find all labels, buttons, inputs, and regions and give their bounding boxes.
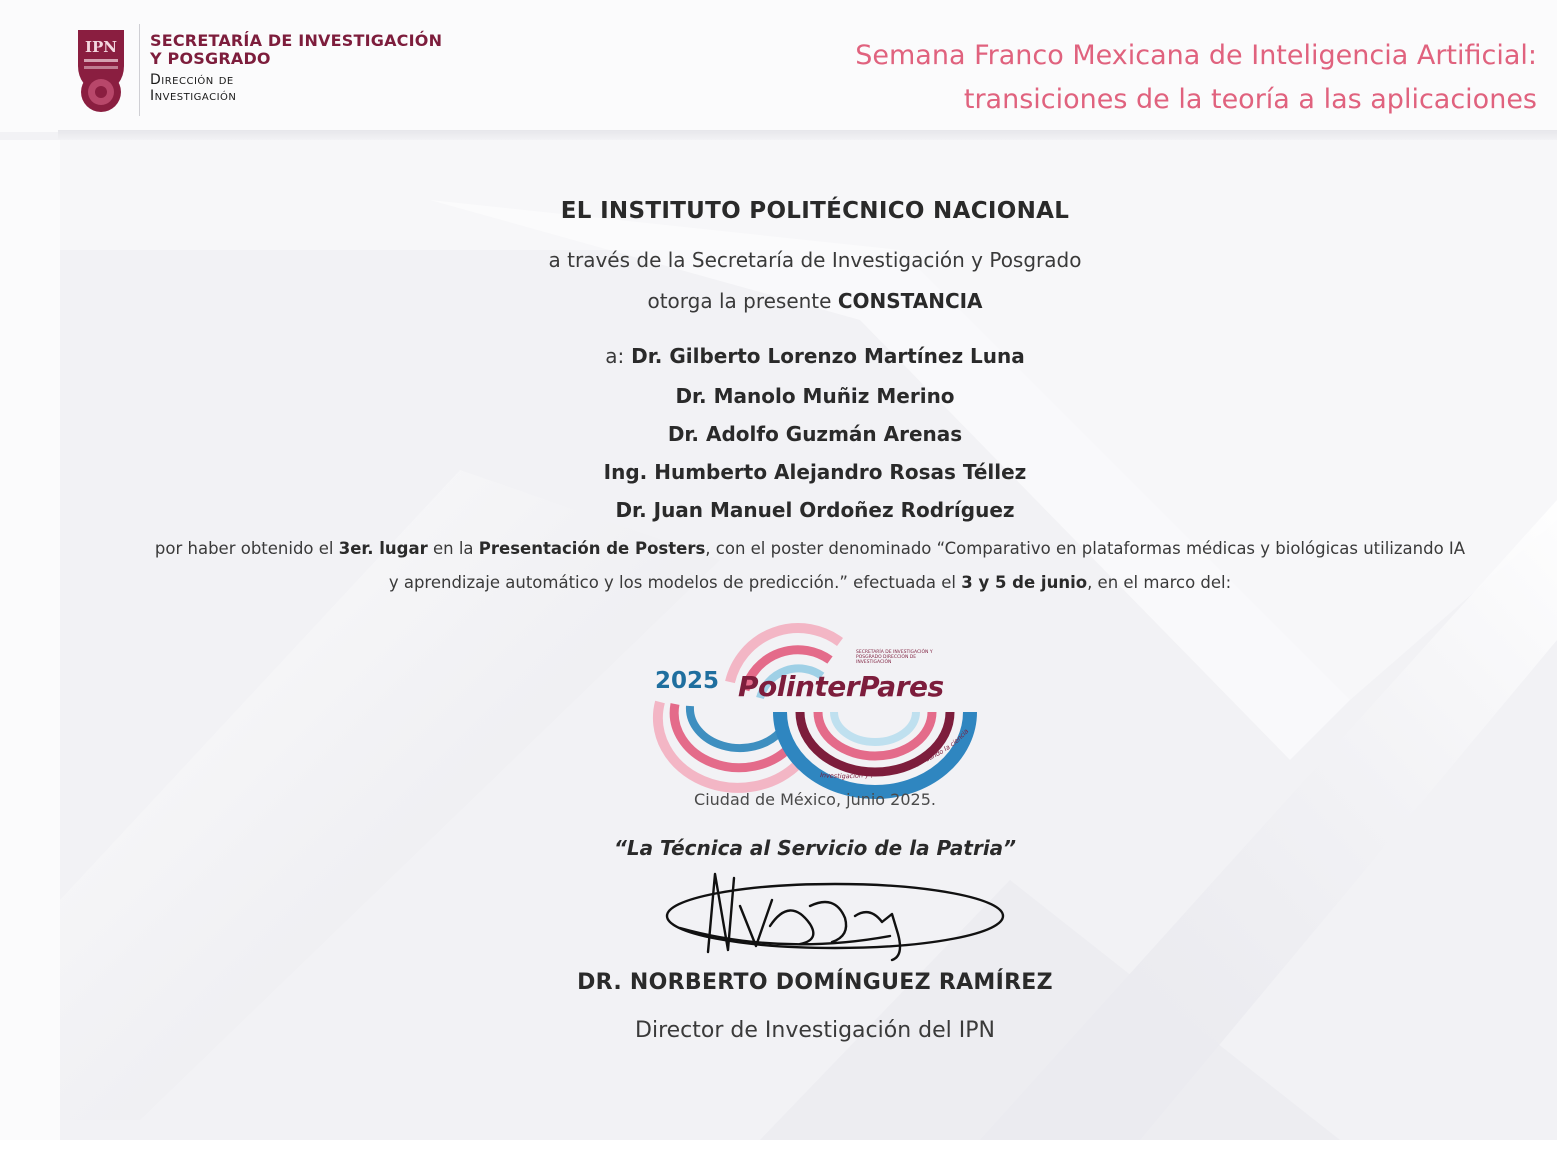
recipient-2: Dr. Manolo Muñiz Merino: [675, 384, 955, 408]
recipient-1: [0, 344, 1557, 368]
logo-divider: [139, 24, 140, 116]
ipn-shield-icon: [70, 26, 132, 114]
org-subunit-line2: Investigación: [150, 87, 237, 104]
award-description: [150, 532, 1470, 600]
polinterpares-logo: [650, 612, 990, 802]
concentric-arcs-icon: [650, 612, 990, 802]
event-title: [855, 34, 1537, 121]
org-name-line1: SECRETARÍA DE INVESTIGACIÓN: [150, 31, 443, 50]
recipient-4: Ing. Humberto Alejandro Rosas Téllez: [603, 460, 1027, 484]
ipn-logo: [70, 26, 132, 114]
logo-small-text: SECRETARÍA DE INVESTIGACIÓN Y POSGRADO DIRECCIÓN DE INVESTIGACIÓN: [856, 650, 933, 665]
award-text-4: , en el marco del:: [1087, 573, 1232, 592]
org-name-line2: Y POSGRADO: [150, 49, 271, 69]
award-text-3: , con el poster denominado “Comparativo en plataformas médicas y biológicas utilizando IA y aprendizaje automático y los modelos de predicción.” efectuada el: [388, 539, 1466, 592]
signer-name: DR. NORBERTO DOMÍNGUEZ RAMÍREZ: [577, 970, 1053, 995]
recipient-5: Dr. Juan Manuel Ordoñez Rodríguez: [615, 498, 1015, 522]
document-type: CONSTANCIA: [837, 289, 983, 313]
signer-role: Director de Investigación del IPN: [635, 1018, 995, 1043]
award-text-2: en la: [427, 539, 479, 558]
logo-name: PolinterPares: [738, 670, 944, 703]
award-place: 3er. lugar: [338, 539, 428, 558]
signature-image: [660, 866, 1010, 966]
logo-year: 2025: [655, 668, 720, 694]
grant-prefix: otorga la presente: [647, 289, 832, 313]
svg-text:IPN: IPN: [84, 38, 118, 56]
award-text-1: por haber obtenido el: [154, 539, 339, 558]
issuer-name: EL INSTITUTO POLITÉCNICO NACIONAL: [560, 198, 1070, 224]
issuer-via: a través de la Secretaría de Investigación y Posgrado: [548, 248, 1082, 272]
recipient-3: Dr. Adolfo Guzmán Arenas: [667, 422, 963, 446]
event-dates: 3 y 5 de junio: [961, 573, 1088, 592]
recipients-prefix: a:: [605, 344, 625, 368]
recipient-name: Dr. Gilberto Lorenzo Martínez Luna: [631, 344, 1025, 368]
header-shadow: [58, 130, 1557, 140]
org-subunit-line1: Dirección de: [150, 71, 234, 88]
org-name-block: [150, 32, 442, 104]
award-category: Presentación de Posters: [478, 539, 706, 558]
logo-arc-text: Investigación y publicación impulsando la ciencia: [819, 727, 971, 781]
place-date: Ciudad de México, junio 2025.: [694, 790, 936, 809]
event-title-line2: transiciones de la teoría a las aplicaciones: [963, 83, 1537, 115]
motto: “La Técnica al Servicio de la Patria”: [613, 836, 1017, 860]
event-title-line1: Semana Franco Mexicana de Inteligencia Artificial:: [855, 40, 1537, 71]
grant-statement: [0, 289, 1557, 313]
